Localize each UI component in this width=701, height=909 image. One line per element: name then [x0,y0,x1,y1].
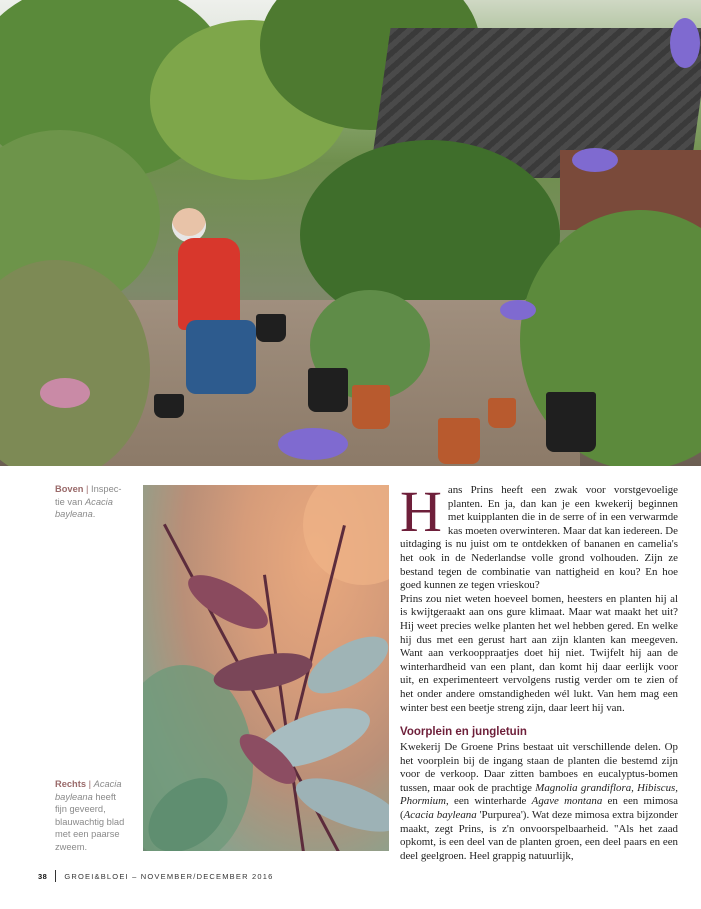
italic-species: Acacia bayleana [403,809,477,822]
caption-text-end: . [92,509,96,520]
caption-lead: Boven [55,484,84,494]
caption-separator: | [88,779,92,789]
buddleja-flower [670,18,700,68]
footer-dash: – [128,871,141,881]
caption-separator: | [86,484,89,494]
caption-text: Inspec-tie van [55,484,122,507]
italic-species: Magnolia grandiflora, Hibiscus, Phormium [400,781,678,808]
black-pot [308,368,348,412]
feathery-leaf [299,625,389,705]
black-pot [154,394,184,418]
article-body [400,479,679,863]
buddleja-flower [500,300,536,320]
drop-cap: H [400,479,442,544]
section-heading: Voorplein en jungletuin [400,726,527,739]
caption-rechts [55,778,127,854]
purple-stem [263,575,308,851]
page-footer [38,870,273,882]
caption-lead: Rechts [55,779,87,789]
black-pot [546,392,596,452]
blurred-foliage [303,485,389,585]
pink-flowers [40,378,90,408]
buddleja-flower [572,148,618,172]
paragraph-climate: Prins zou niet weten hoeveel bomen, heesters en planten hij al is kwijtgeraakt aan ons gure klimaat. Maar wat maakt het uit? Hij weet precies welke planten het wel hebben gered. En welke hij dus met een gerust hart aan zijn klanten kan meegeven. Want aan verkooppraatjes doet hij niet. Twijfelt hij aan de winterhardheid van een plant, dan komt hij daar eerlijk voor uit, en experimenteert vervolgens rustig verder om te zien of het onder andere omstandigheden wél lukt. Van hem mag een winter best een beetje streng zijn, daar leert hij van. [400,592,678,714]
text-run: 'Purpurea'). Wat deze mimosa extra bijzonder maakt, zegt Prins, is z'n onvoorspelbaarheid. "Als het zaad opkomt, is een deel van de planten groen, een deel paars en een deel geelgroen. Heel grappig natuurlijk, [400,809,678,862]
page-number: 38 [38,871,48,881]
issue-date: NOVEMBER/DECEMBER 2016 [140,871,274,881]
terracotta-pot [352,385,390,429]
black-pot [256,314,286,342]
terracotta-pot [438,418,480,464]
caption-species: Acacia bayleana [55,496,113,520]
caption-text: heeft fijn geveerd, blauwachtig blad met een paarse zweem. [55,791,125,852]
terracotta-pot [488,398,516,428]
italic-species: Agave montana [531,795,603,808]
feathery-leaf [181,565,276,639]
text-run: en een mimosa ( [400,795,678,822]
text-run: , een winterharde [445,795,532,808]
footer-divider [55,870,56,882]
buddleja-flower [278,428,348,460]
plants-foreground-left [0,260,150,466]
paragraph-intro: ans Prins heeft een zwak voor vorstgevoelige planten. En ja, dan kan je een kwekerij beginnen met kuipplanten die in de serre of in een verwarmde kas moeten overwinteren. Maar dat kan iedereen. De uitdaging is nu juist om te ontdekken of bananen en camelia's het ook in de Nederlandse volle grond volhouden. Zijn ze bestand tegen de combinatie van nattigheid en kou? En hoe goed kunnen ze tegen vrieskou? [400,484,679,592]
gardener-blue-trousers [186,320,256,394]
caption-species: Acacia bayleana [55,779,122,802]
caption-boven [55,483,127,521]
text-run: Kwekerij De Groene Prins bestaat uit verschillende delen. Op het voorplein bij de ingang staan de planten die bestemd zijn voor de verkoop. Daar zitten bamboes en eucalyptus-bomen tussen, maar ook de prachtige [400,741,678,794]
feathery-leaf [289,767,389,842]
gardener-head [172,208,206,242]
paragraph-voorplein [400,741,678,863]
acacia-bayleana-photo [143,485,389,851]
gardener-red-shirt [178,238,240,330]
magazine-name: GROEI&BLOEI [64,871,129,881]
